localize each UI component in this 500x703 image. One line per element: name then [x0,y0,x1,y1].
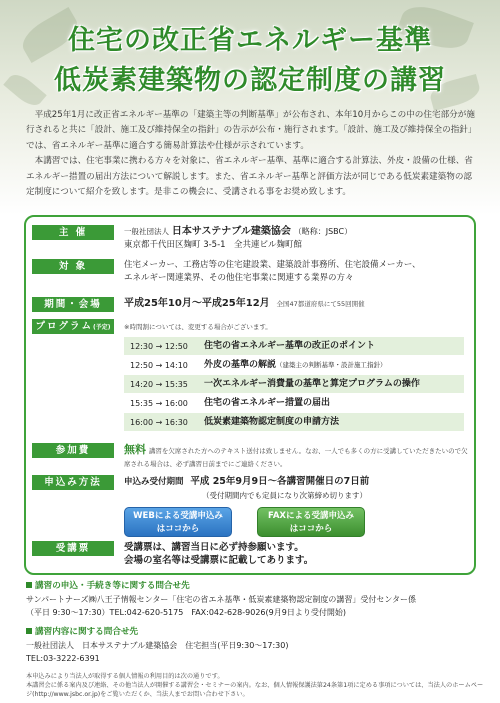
period-note: 全国47都道府県にて55回開催 [276,300,365,308]
fee-note: 講習を欠席された方へのテキスト送付は致しません。なお、一人でも多くの方に受講していただきたいので欠席される場合は、必ず講習日前までにご連絡ください。 [124,447,468,468]
target-text-1: 住宅メーカー、工務店等の住宅建設業、建築設計事務所、住宅設備メーカー、 [124,260,421,270]
apply-period: 平成 25年9月9日～各講習開催日の7日前 [190,476,370,487]
contact-section-2 [26,626,486,665]
intro-paragraph-2: 本講習では、住宅事業に携わる方々を対象に、省エネルギー基準、基準に適合する計算法、外皮・設備の仕様、省エネルギー措置の届出方法について解説します。また、省エネルギー基準と評価方法が同じである低炭素建築物の認定制度について紹介を致します。是非この機会に、受講される事をお奨め致します。 [26,156,473,198]
period-text: 平成25年10月～平成25年12月 [124,298,270,309]
program-label-text: プログラム [35,321,93,332]
organizer-row [32,225,468,255]
period-label: 期間・会場 [32,297,114,312]
organizer-content [124,225,468,252]
schedule-row [124,356,464,375]
schedule-title-text: 外皮の基準の解説 [204,360,277,370]
privacy-line-1: 本申込みにより当法人が取得する個人情報の利用目的は次の通りです。 [26,673,224,680]
apply-period-note: （受付期間内でも定員になり次第締め切ります） [202,491,367,500]
fax-apply-line-2: はココから [289,524,333,534]
contact1-line-2: （平日 9:30～17:30）TEL:042-620-5175 FAX:042-628-9026(9月9日より受付開始) [26,608,346,617]
title-line-1: 住宅の改正省エネルギー基準 [68,25,432,56]
schedule-title [204,375,420,394]
schedule-title [204,413,339,432]
target-text-2: エネルギー関連業界、その他住宅事業に関連する業界の方々 [124,273,354,283]
fax-apply-line-1: FAXによる受講申込み [268,511,354,521]
apply-label: 申込み方法 [32,475,114,490]
period-row [32,297,468,315]
contact2-title [26,626,486,639]
apply-row [32,475,468,543]
program-schedule [124,337,464,432]
schedule-title [204,356,387,375]
program-label-note: (予定) [92,324,111,331]
schedule-row [124,337,464,356]
fee-value: 無料 [124,443,146,456]
schedule-row [124,394,464,413]
contact1-title-text: 講習の申込・手続き等に関する問合せ先 [35,581,190,591]
organizer-abbr: （略称：JSBC） [293,227,353,236]
contact2-line-1: 一般社団法人 日本サステナブル建築協会 住宅担当(平日9:30～17:30) [26,641,289,650]
intro-text [26,108,476,200]
title-line-2: 低炭素建築物の認定制度の講習 [54,65,446,96]
program-note: ※時間割については、変更する場合がございます。 [124,323,272,331]
organizer-label: 主 催 [32,225,114,240]
schedule-title [204,337,375,356]
square-bullet-icon [26,582,32,588]
contact1-line-1: サンパートナーズ㈱八王子情報センター「住宅の省エネ基準・低炭素建築物認定制度の講習」受付センター係 [26,595,416,604]
schedule-title-text: 住宅の省エネルギー基準の改正のポイント [204,341,376,351]
schedule-row [124,375,464,394]
ticket-content [124,541,468,567]
schedule-title [204,394,330,413]
schedule-title-text: 低炭素建築物認定制度の申請方法 [204,417,340,427]
schedule-time: 14:20 → 15:35 [130,380,188,389]
schedule-time: 15:35 → 16:00 [130,399,188,408]
organizer-address: 東京都千代田区麹町 3-5-1 全共連ビル麹町館 [124,240,303,250]
program-label [32,319,114,334]
fee-content [124,443,468,471]
contact2-title-text: 講習内容に関する問合せ先 [35,627,139,637]
organizer-name: 日本サステナブル建築協会 [171,226,291,237]
web-apply-line-1: WEBによる受講申込み [133,511,223,521]
privacy-notice [26,672,486,699]
schedule-time: 12:50 → 14:10 [130,361,188,370]
target-row [32,259,468,289]
fee-row [32,443,468,469]
contact1-title [26,580,486,593]
ticket-label: 受講票 [32,541,114,556]
target-label: 対 象 [32,259,114,274]
schedule-time: 16:00 → 16:30 [130,418,188,427]
web-apply-button[interactable] [124,507,232,537]
fee-label: 参加費 [32,443,114,458]
organizer-prefix: 一般社団法人 [124,227,169,236]
ticket-line-1: 受講票は、講習当日に必ず持参願います。 [124,542,304,553]
fax-apply-button[interactable] [257,507,365,537]
details-box [24,215,476,575]
schedule-row [124,413,464,432]
contact-section-1 [26,580,486,619]
apply-period-label: 申込み受付期間 [124,477,184,487]
schedule-title-sub: （建築主の判断基準・設計施工指針） [276,361,387,369]
apply-content [124,475,468,502]
privacy-line-2: 本講習会に係る案内及び連絡、その他当法人が開催する講習会・セミナーの案内。なお、個人情報保護法第24条第1項に定める事項については、当法人のホームページ(http://www.jsbc.or.jp)をご覧いただくか、当法人までお問い合わせ下さい。 [26,682,484,698]
intro-paragraph-1: 平成25年1月に改正省エネルギー基準の「建築主等の判断基準」が公布され、本年10月からこの中の住宅部分が施行されると共に「設計、施工及び維持保全の指針」の告示が公布・施行されます。「設計、施工及び維持保全の指針」では、省エネルギー基準に適合する簡易計算法や仕様が示されています。 [26,110,475,151]
target-content [124,259,468,285]
schedule-title-text: 住宅の省エネルギー措置の届出 [204,398,331,408]
ticket-row [32,541,468,571]
program-row [32,319,468,439]
web-apply-line-2: はココから [156,524,200,534]
square-bullet-icon [26,628,32,634]
period-content [124,297,468,311]
schedule-title-text: 一次エネルギー消費量の基準と算定プログラムの操作 [204,379,420,389]
schedule-time: 12:30 → 12:50 [130,342,188,351]
ticket-line-2: 会場の室名等は受講票に記載してあります。 [124,555,314,566]
contact2-line-2: TEL:03-3222-6391 [26,654,100,663]
